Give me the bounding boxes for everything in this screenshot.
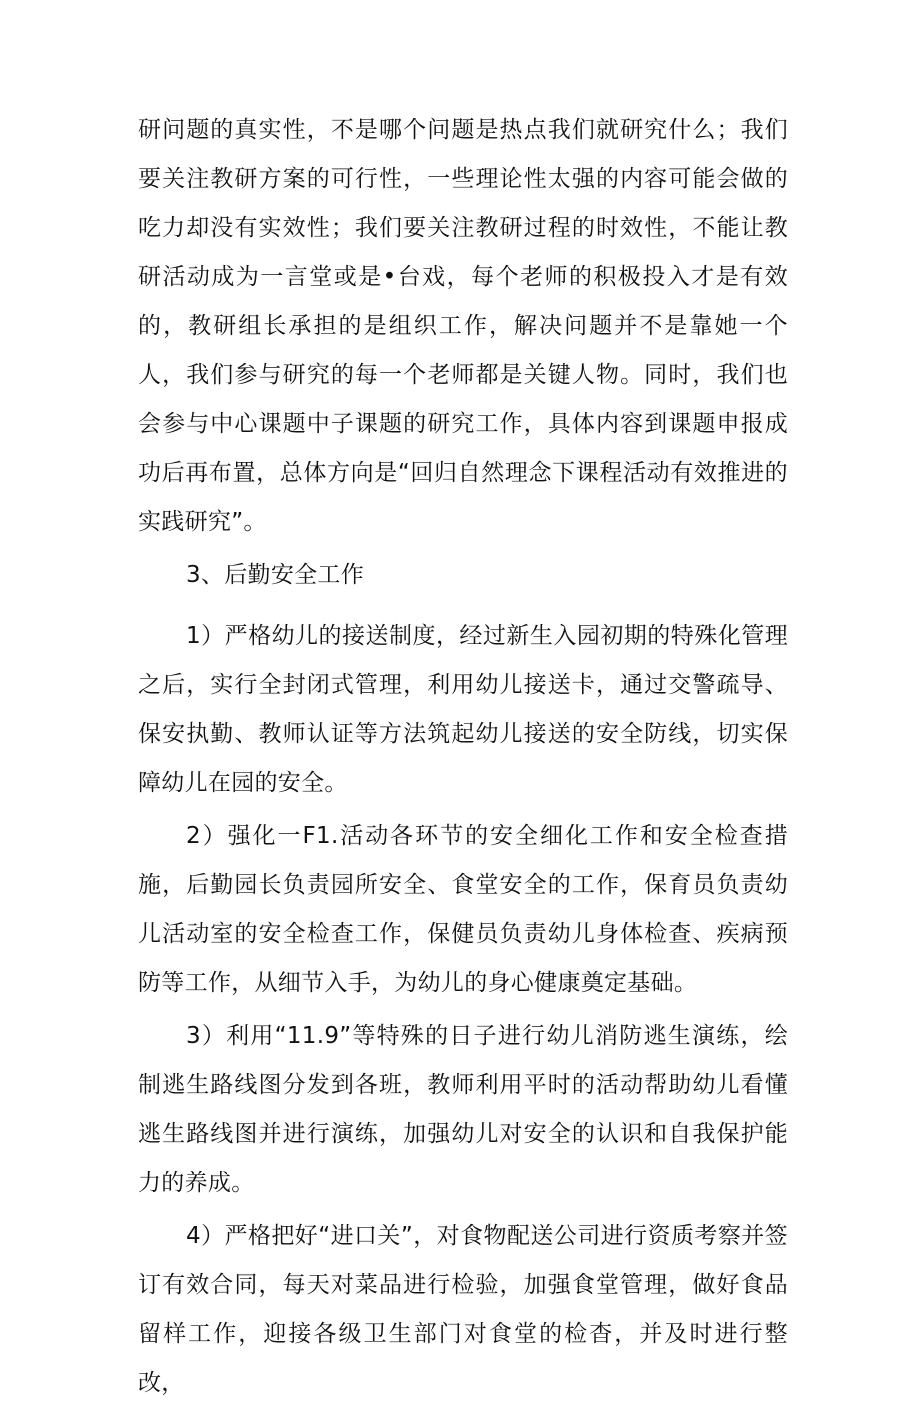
list-item: 4）严格把好“进口关”，对食物配送公司进行资质考察并签订有效合同，每天对菜品进行检验，加强食堂管理，做好食品留样工作，迎接各级卫生部门对食堂的检杳，并及时进行整改，: [138, 1223, 788, 1396]
document-body: [138, 106, 788, 1408]
list-item: 1）严格幼儿的接送制度，经过新生入园初期的特殊化管理之后，实行全封闭式管理，利用幼儿接送卡，通过交警疏导、保安执勤、教师认证等方法筑起幼儿接送的安全防线，切实保障幼儿在园的安全。: [138, 623, 788, 796]
list-item: 2）强化一F1.活动各环节的安全细化工作和安全检查措施，后勤园长负责园所安全、食堂安全的工作，保育员负责幼儿活动室的安全检查工作，保健员负责幼儿身体检查、疾病预防等工作，从细节入手，为幼儿的身心健康奠定基础。: [138, 823, 788, 996]
section-heading: 3、后勤安全工作: [186, 562, 365, 588]
intro-paragraph: 研问题的真实性，不是哪个问题是热点我们就研究什么；我们要关注教研方案的可行性，一些理论性太强的内容可能会做的吃力却没有实效性；我们要关注教研过程的时效性，不能让教研活动成为一言堂或是•台戏，每个老师的积极投入才是有效的，教研组长承担的是组织工作，解决问题并不是靠她一个人，我们参与研究的每一个老师都是关键人物。同时，我们也会参与中心课题中子课题的研究工作，具体内容到课题申报成功后再布置，总体方向是“回归自然理念下课程活动有效推进的实践研究”。: [138, 117, 788, 535]
list-item: 3）利用“11.9”等特殊的日子进行幼儿消防逃生演练，绘制逃生路线图分发到各班，教师利用平时的活动帮助幼儿看懂逃生路线图并进行演练，加强幼儿对安全的认识和自我保护能力的养成。: [138, 1023, 788, 1196]
